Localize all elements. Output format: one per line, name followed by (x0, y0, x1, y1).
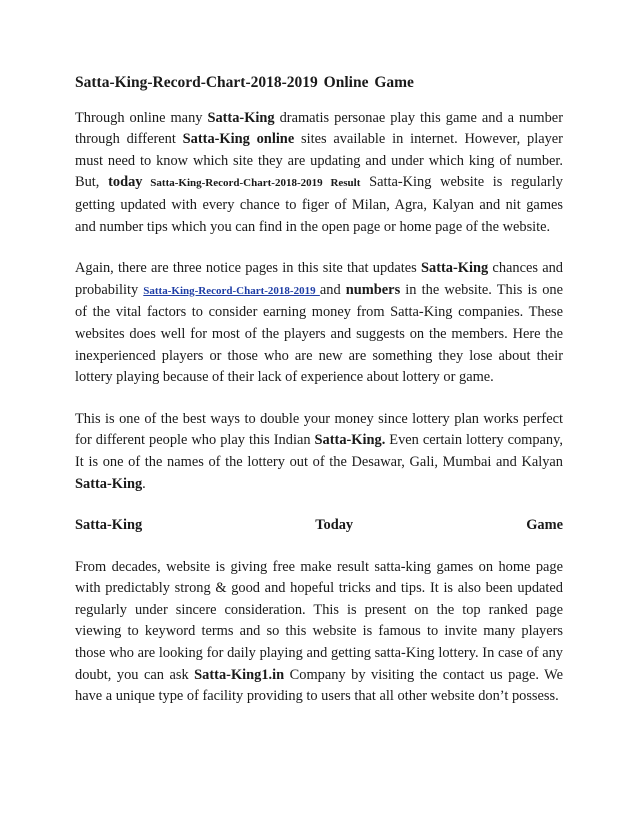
text: Satta-King website is regularly getting updated with every chance to figer of Milan, Agra, Kalyan and nit games and number tips which you can find in the open page or home page of the website. (75, 174, 563, 235)
keyword-satta-king: Satta-King (75, 475, 143, 492)
paragraph-notice-pages (75, 258, 563, 389)
keyword-record-chart-result: Satta-King-Record-Chart-2018-2019 Result (142, 177, 361, 190)
text: From decades, website is giving free make result satta-king games on home page with predictably strong & good and hopeful tricks and tips. It is also been updated regularly under sincere consideration. This is present on the top ranked page viewing to keyword terms and so this website is famous to invite many players those who are looking for daily playing and getting satta-King lottery. In case of any doubt, you can ask (75, 558, 563, 683)
text: in the website. This is one of the vital factors to consider earning money from Satta-King companies. These websites does well for most of the players and suggests on the members. Here the inexperienced players or those who are new are something they lose about their lottery playing because of their lack of experience about lottery or game. (75, 281, 563, 386)
paragraph-double-money (75, 409, 563, 495)
paragraph-decades (75, 557, 563, 708)
heading-left: Satta-King (75, 517, 143, 534)
document-page (75, 72, 563, 728)
keyword-today: today (108, 174, 143, 191)
keyword-satta-king: Satta-King (207, 109, 275, 126)
document-title: Satta-King-Record-Chart-2018-2019 Online Game (75, 74, 414, 91)
text: Company by visiting the contact us page. We have a unique type of facility providing to users that all other website don’t possess. (75, 666, 563, 705)
text: This is one of the best ways to double your money since lottery plan works perfect for different people who play this Indian (75, 410, 563, 449)
text: chances and probability (75, 260, 563, 298)
paragraph-intro (75, 108, 563, 239)
text: dramatis personae play this game and a number through different (75, 109, 563, 148)
text: Even certain lottery company, It is one of the names of the lottery out of the Desawar, Gali, Mumbai and Kalyan (75, 432, 563, 470)
text: and (319, 281, 346, 298)
keyword-site-name: Satta-King1.in (194, 666, 285, 683)
record-chart-link[interactable]: Satta-King-Record-Chart-2018-2019 (143, 284, 320, 297)
text: Again, there are three notice pages in this site that updates (75, 260, 422, 277)
section-heading (75, 515, 563, 537)
keyword-satta-king: Satta-King (421, 260, 489, 277)
heading-center: Today (315, 517, 354, 534)
keyword-satta-king-online: Satta-King online (182, 131, 295, 148)
text: Through online many (75, 109, 208, 126)
keyword-numbers: numbers (345, 281, 401, 298)
heading-right: Game (526, 517, 563, 534)
text: sites available in internet. However, player must need to know which site they are updating and under which king of number. But, (75, 131, 563, 191)
text: . (142, 475, 146, 492)
keyword-satta-king: Satta-King. (314, 432, 386, 449)
